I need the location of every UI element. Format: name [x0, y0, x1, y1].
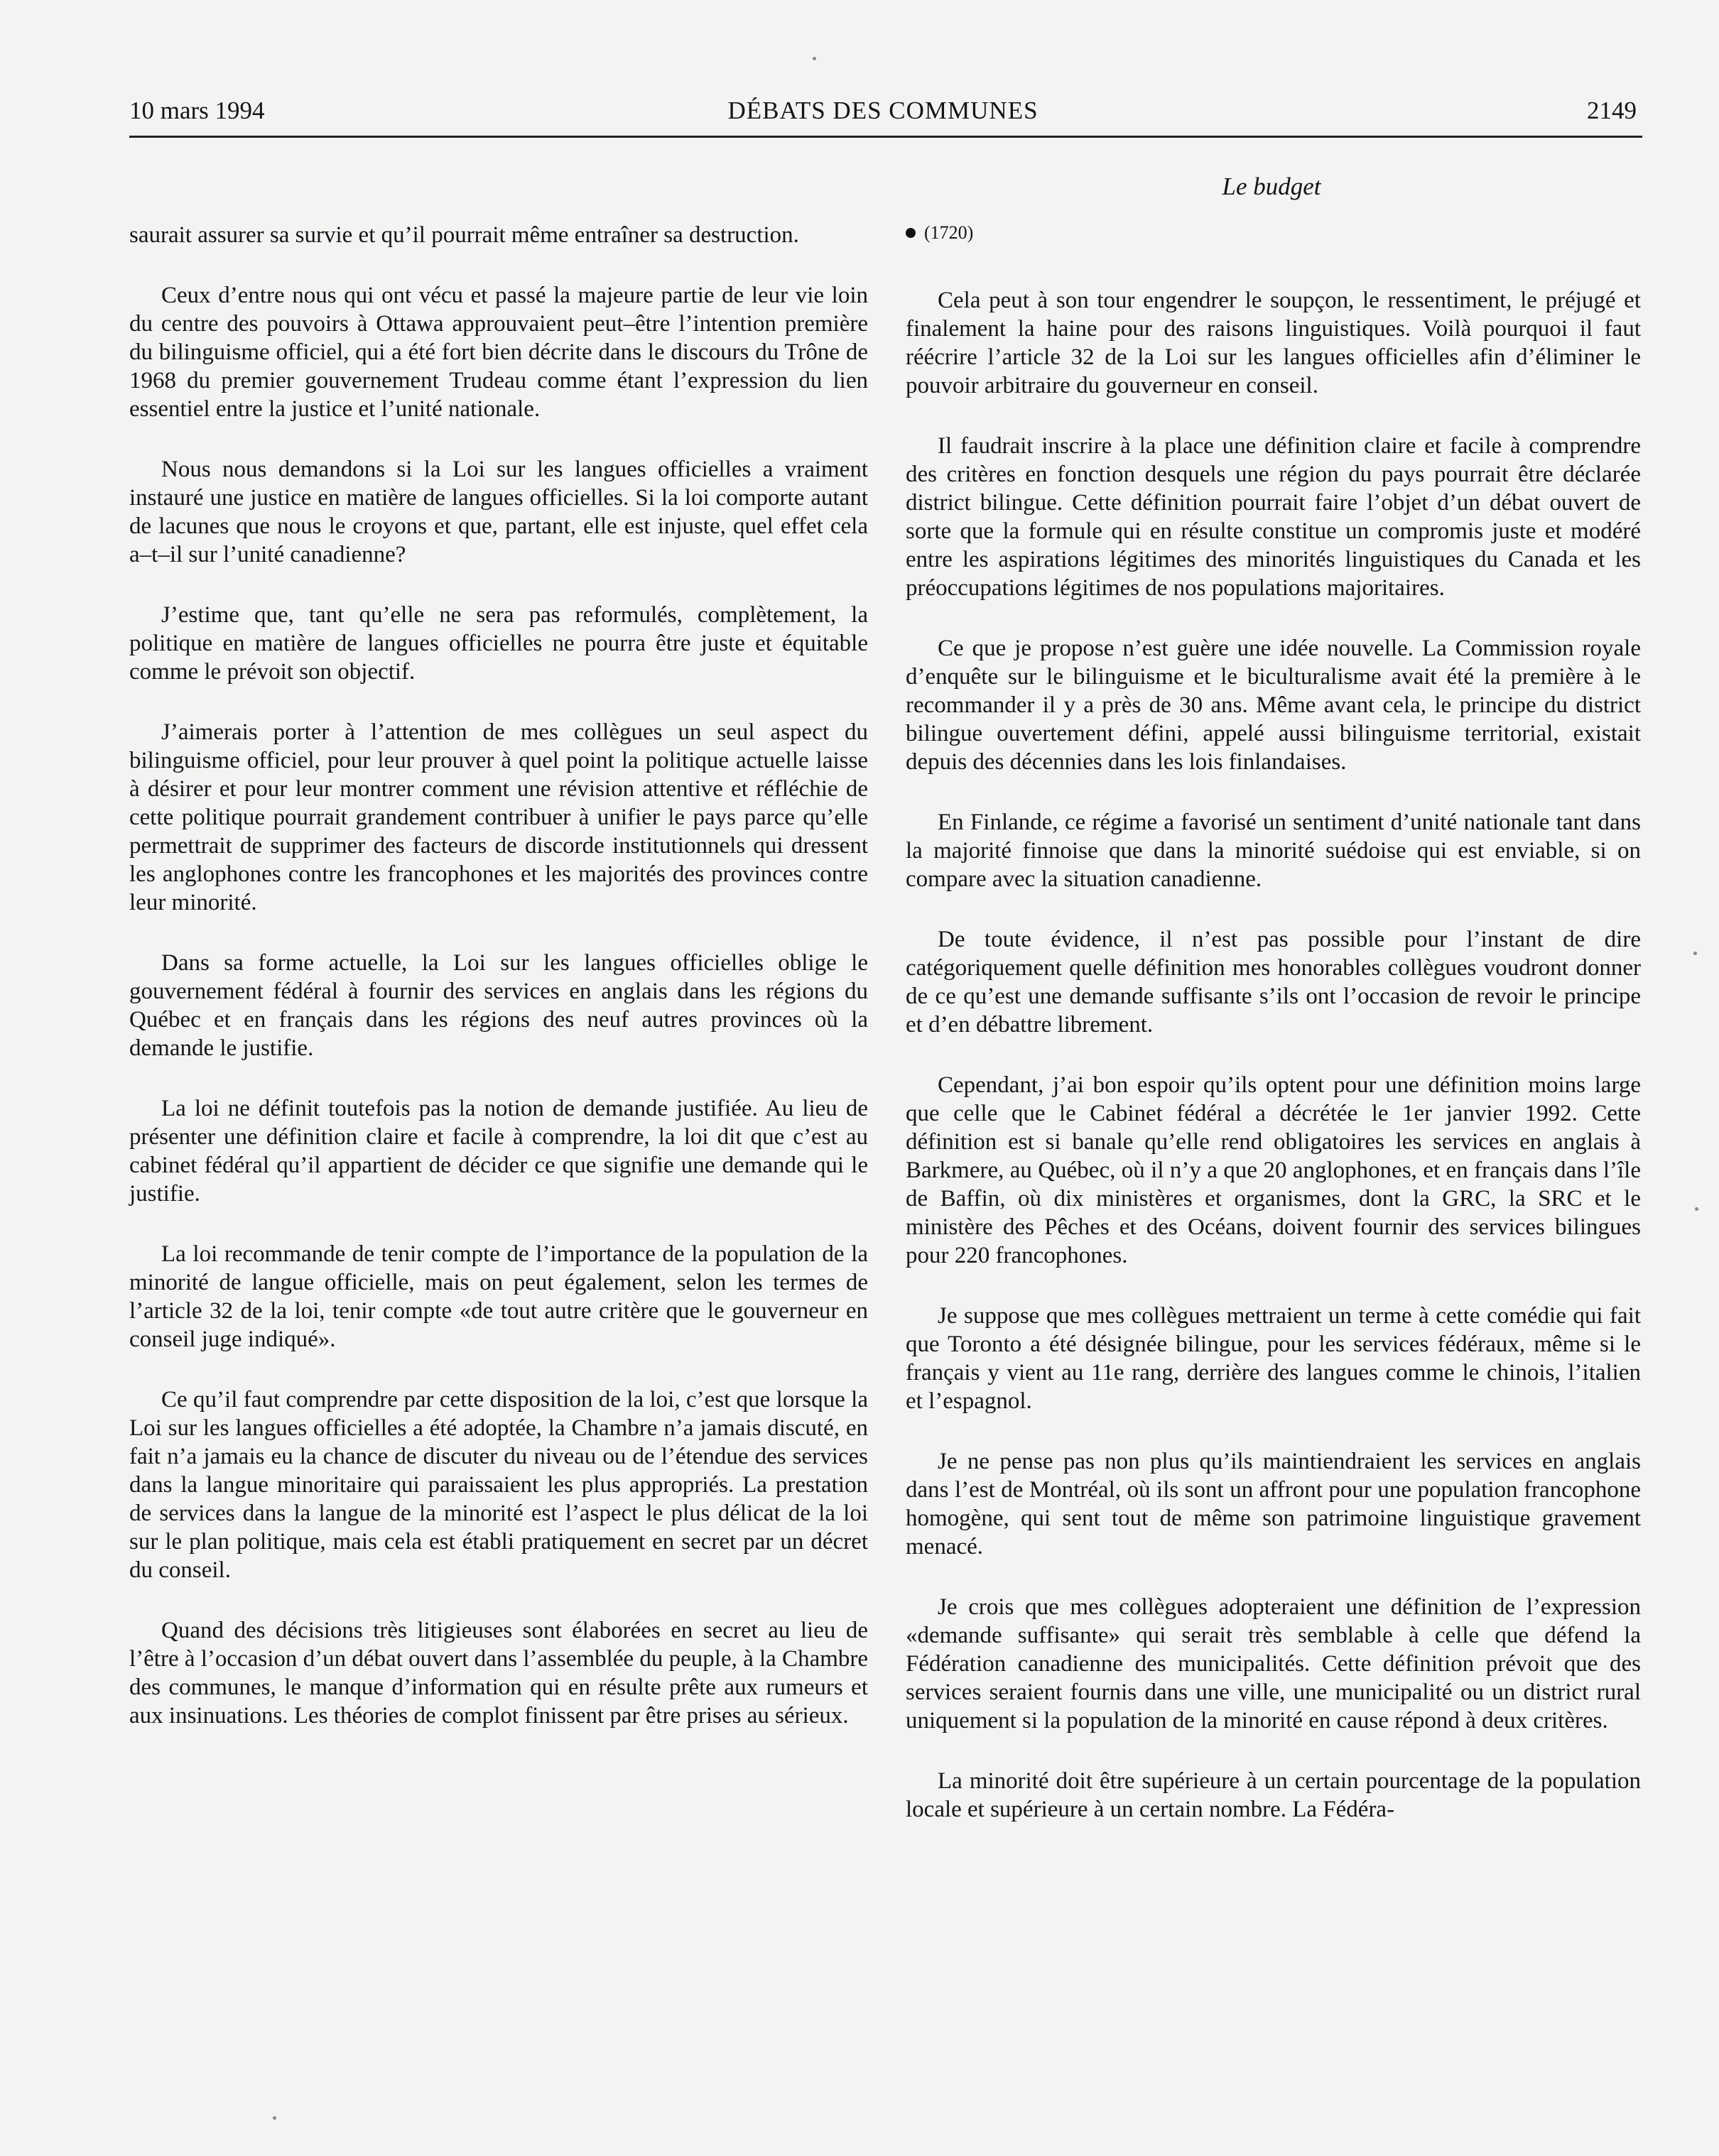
paragraph: La loi ne définit toutefois pas la notion de demande justifiée. Au lieu de présenter une définition claire et facile à comprendre, la loi dit que c’est au cabinet fédéral qu’il appartient de décider ce que signifie une demande qui le justifie. [129, 1096, 868, 1207]
timestamp-text: (1720) [924, 222, 974, 243]
paragraph: Ce qu’il faut comprendre par cette disposition de la loi, c’est que lorsque la Loi sur les langues officielles a été adoptée, la Chambre n’a jamais discuté, en fait n’a jamais eu la chance de discuter du niveau ou de l’étendue des services dans la langue minoritaire qui paraissaient les plus appropriés. La prestation de services dans la langue de la minorité est l’aspect le plus délicat de la loi sur le plan politique, mais cela est établi pratiquement en secret par un décret du conseil. [129, 1387, 868, 1583]
paragraph: Dans sa forme actuelle, la Loi sur les langues officielles oblige le gouvernement fédéral à fournir des services en anglais dans les régions du Québec et en français dans les régions des neuf autres provinces où la demande le justifie. [129, 950, 868, 1061]
paragraph: La minorité doit être supérieure à un certain pourcentage de la population locale et supérieure à un certain nombre. La Fédéra- [906, 1768, 1641, 1822]
paragraph: saurait assurer sa survie et qu’il pourrait même entraîner sa destruction. [129, 222, 799, 248]
bullet-icon [906, 228, 916, 238]
left-column [129, 221, 868, 1762]
scan-speck [273, 2116, 276, 2120]
paragraph: Ce que je propose n’est guère une idée nouvelle. La Commission royale d’enquête sur le bilinguisme et le biculturalisme avait été la première à le recommander il y a près de 30 ans. Même avant cela, le principe du district bilingue ouvertement défini, appelé aussi bilinguisme territorial, existait depuis des décennies dans les lois finlandaises. [906, 636, 1641, 775]
header-rule [129, 136, 1642, 138]
page-number: 2149 [1587, 97, 1637, 124]
scan-speck [1695, 1207, 1698, 1211]
paragraph: J’aimerais porter à l’attention de mes collègues un seul aspect du bilinguisme officiel, pour leur prouver à quel point la politique actuelle laisse à désirer et pour leur montrer comment une révision attentive et réfléchie de cette politique pourrait grandement contribuer à unifier le pays parce qu’elle permettrait de supprimer des facteurs de discorde institutionnels qui dressent les anglophones contre les francophones et les majorités des provinces contre leur minorité. [129, 719, 868, 915]
scan-speck [1693, 952, 1697, 955]
page-header [129, 97, 1637, 134]
paragraph: Il faudrait inscrire à la place une définition claire et facile à comprendre des critères en fonction desquels une région du pays pourrait être déclarée district bilingue. Cette définition pourrait faire l’objet d’un débat ouvert de sorte que la formule qui en résulte constitue un compromis juste et modéré entre les aspirations légitimes des minorités linguistiques du Canada et les préoccupations légitimes de nos populations majoritaires. [906, 433, 1641, 601]
paragraph: J’estime que, tant qu’elle ne sera pas reformulés, complètement, la politique en matière de langues officielles ne pourra être juste et équitable comme le prévoit son objectif. [129, 602, 868, 685]
header-title: DÉBATS DES COMMUNES [727, 97, 1039, 124]
paragraph: Je ne pense pas non plus qu’ils maintiendraient les services en anglais dans l’est de Montréal, où ils sont un affront pour une population francophone homogène, qui sent tout de même son patrimoine linguistique gravement menacé. [906, 1449, 1641, 1559]
right-column [906, 219, 1641, 1856]
paragraph: Quand des décisions très litigieuses sont élaborées en secret au lieu de l’être à l’occasion d’un débat ouvert dans l’assemblée du peuple, à la Chambre des communes, le manque d’information qui en résulte prête aux rumeurs et aux insinuations. Les théories de complot finissent par être prises au sérieux. [129, 1618, 869, 1728]
paragraph: La loi recommande de tenir compte de l’importance de la population de la minorité de langue officielle, mais on peut également, selon les termes de l’article 32 de la loi, tenir compte «de tout autre critère que le gouverneur en conseil juge indiqué». [129, 1241, 868, 1352]
timestamp [906, 219, 1641, 247]
paragraph: Cela peut à son tour engendrer le soupçon, le ressentiment, le préjugé et finalement la haine pour des raisons linguistiques. Voilà pourquoi il faut réécrire l’article 32 de la Loi sur les langues officielles afin d’éliminer le pouvoir arbitraire du gouverneur en conseil. [906, 288, 1641, 398]
paragraph: Je suppose que mes collègues mettraient un terme à cette comédie qui fait que Toronto a été désignée bilingue, pour les services fédéraux, même si le français y vient au 11e rang, derrière des langues comme le chinois, l’italien et l’espagnol. [906, 1303, 1641, 1414]
scan-speck [813, 57, 816, 60]
paragraph: En Finlande, ce régime a favorisé un sentiment d’unité nationale tant dans la majorité finnoise que dans la minorité suédoise qui est enviable, si on compare avec la situation canadienne. [906, 810, 1641, 892]
paragraph: Cependant, j’ai bon espoir qu’ils optent pour une définition moins large que celle que le Cabinet fédéral a décrétée le 1er janvier 1992. Cette définition est si banale qu’elle rend obligatoires les services en anglais à Barkmere, au Québec, où il n’y a que 20 anglophones, et en français dans l’île de Baffin, où dix ministères et organismes, dont la GRC, la SRC et le ministère des Pêches et des Océans, doivent fournir des services bilingues pour 220 francophones. [906, 1072, 1641, 1268]
header-date: 10 mars 1994 [129, 97, 265, 124]
paragraph: Je crois que mes collègues adopteraient une définition de l’expression «demande suffisante» qui serait très semblable à celle que défend la Fédération canadienne des municipalités. Cette définition prévoit que des services seraient fournis dans une ville, une municipalité ou un district rural uniquement si la population de la minorité en cause répond à deux critères. [906, 1594, 1641, 1733]
section-title: Le budget [1222, 173, 1321, 200]
paragraph: Nous nous demandons si la Loi sur les langues officielles a vraiment instauré une justice en matière de langues officielles. Si la loi comporte autant de lacunes que nous le croyons et que, partant, elle est injuste, quel effet cela a–t–il sur l’unité canadienne? [129, 457, 868, 567]
paragraph: Ceux d’entre nous qui ont vécu et passé la majeure partie de leur vie loin du centre des pouvoirs à Ottawa approuvaient peut–être l’intention première du bilinguisme officiel, qui a été fort bien décrite dans le discours du Trône de 1968 du premier gouvernement Trudeau comme étant l’expression du lien essentiel entre la justice et l’unité nationale. [129, 283, 868, 422]
paragraph: De toute évidence, il n’est pas possible pour l’instant de dire catégoriquement quelle définition mes honorables collègues voudront donner de ce qu’est une demande suffisante s’ils ont l’occasion de revoir le principe et d’en débattre librement. [906, 927, 1641, 1038]
